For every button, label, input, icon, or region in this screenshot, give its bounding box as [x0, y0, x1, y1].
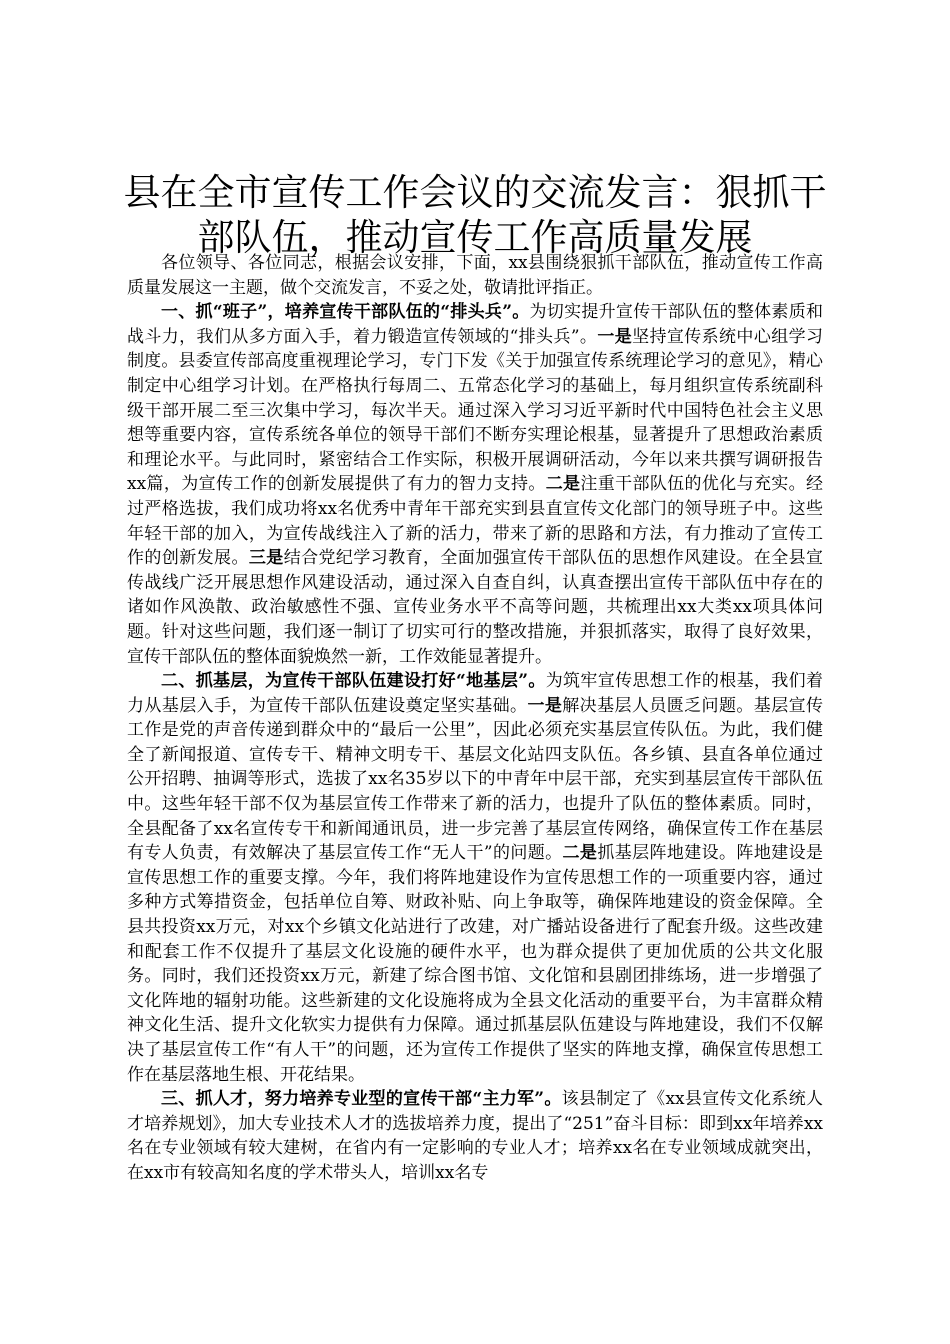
section-2-heading: 二、抓基层，为宣传干部队伍建设打好“地基层”。: [161, 671, 546, 692]
section-3-heading: 三、抓人才，努力培养专业型的宣传干部“主力军”。: [161, 1089, 562, 1110]
section-1-text: 为切实提升宣传干部队伍的整体素质和战斗力，我们从多方面入手，着力锻造宣传领域的“排头兵”。: [127, 302, 823, 347]
section-2-text: 抓基层阵地建设。阵地建设是宣传思想工作的重要支撑。今年，我们将阵地建设作为宣传思想工作的一项重要内容，通过多种方式筹措资金，包括单位自筹、财政补贴、向上争取等，确保阵地建设的资金保障。全县共投资xx万元，对xx个乡镇文化站进行了改建，对广播站设备进行了配套升级。这些改建和配套工作不仅提升了基层文化设施的硬件水平，也为群众提供了更加优质的公共文化服务。同时，我们还投资xx万元，新建了综合图书馆、文化馆和县剧团排练场，进一步增强了文化阵地的辐射功能。这些新建的文化设施将成为全县文化活动的重要平台，为丰富群众精神文化生活、提升文化软实力提供有力保障。通过抓基层队伍建设与阵地建设，我们不仅解决了基层宣传工作“有人干”的问题，还为宣传工作提供了坚实的阵地支撑，确保宣传思想工作在基层落地生根、开花结果。: [127, 843, 823, 1085]
document-title: 县在全市宣传工作会议的交流发言：狠抓干部队伍，推动宣传工作高质量发展: [123, 171, 827, 259]
section-1-keyword-1: 一是: [597, 326, 633, 347]
section-2-paragraph: [127, 669, 823, 1087]
section-1-text: 结合党纪学习教育，全面加强宣传干部队伍的思想作风建设。在全县宣传战线广泛开展思想作风建设活动，通过深入自查自纠，认真查摆出宣传干部队伍中存在的诸如作风涣散、政治敏感性不强、宣传业务水平不高等问题，共梳理出xx大类xx项具体问题。针对这些问题，我们逐一制订了切实可行的整改措施，并狠抓落实，取得了良好效果，宣传干部队伍的整体面貌焕然一新，工作效能显著提升。: [127, 548, 824, 667]
section-3-text: 该县制定了《xx县宣传文化系统人才培养规划》，加大专业技术人才的选拔培养力度，提出了“251”奋斗目标：即到xx年培养xx名在专业领域有较大建树，在省内有一定影响的专业人才；培养xx名在专业领域成就突出，在xx市有较高知名度的学术带头人，培训xx名专: [127, 1089, 823, 1183]
section-2-text: 为筑牢宣传思想工作的根基，我们着力从基层入手，为宣传干部队伍建设奠定坚实基础。: [127, 671, 824, 716]
section-3-paragraph: [127, 1087, 823, 1185]
section-1-text: 坚持宣传系统中心组学习制度。县委宣传部高度重视理论学习，专门下发《关于加强宣传系统理论学习的意见》，精心制定中心组学习计划。在严格执行每周二、五常态化学习的基础上，每月组织宣传系统副科级干部开展二至三次集中学习，每次半天。通过深入学习习近平新时代中国特色社会主义思想等重要内容，宣传系统各单位的领导干部们不断夯实理论根基，显著提升了思想政治素质和理论水平。与此同时，紧密结合工作实际，积极开展调研活动，今年以来共撰写调研报告xx篇，为宣传工作的创新发展提供了有力的智力支持。: [127, 326, 823, 495]
section-2-keyword-2: 二是: [562, 843, 598, 864]
section-2-keyword-1: 一是: [527, 695, 563, 716]
section-1-heading: 一、抓“班子”，培养宣传干部队伍的“排头兵”。: [161, 302, 530, 323]
section-1-text: 注重干部队伍的优化与充实。经过严格选拔，我们成功将xx名优秀中青年干部充实到县直宣传文化部门的领导班子中。这些年轻干部的加入，为宣传战线注入了新的活力，带来了新的思路和方法，有力推动了宣传工作的创新发展。: [127, 474, 824, 569]
section-2-text: 解决基层人员匮乏问题。基层宣传工作是党的声音传递到群众中的“最后一公里”，因此必须充实基层宣传队伍。为此，我们健全了新闻报道、宣传专干、精神文明专干、基层文化站四支队伍。各乡镇、县直各单位通过公开招聘、抽调等形式，选拔了xx名35岁以下的中青年中层干部，充实到基层宣传干部队伍中。这些年轻干部不仅为基层宣传工作带来了新的活力，也提升了队伍的整体素质。同时，全县配备了xx名宣传专干和新闻通讯员，进一步完善了基层宣传网络，确保宣传工作在基层有专人负责，有效解决了基层宣传工作“无人干”的问题。: [127, 695, 824, 864]
section-1-keyword-3: 三是: [248, 548, 284, 569]
intro-paragraph: 各位领导、各位同志，根据会议安排，下面，xx县围绕狠抓干部队伍，推动宣传工作高质量发展这一主题，做个交流发言，不妥之处，敬请批评指正。: [127, 253, 823, 298]
document-body: [127, 251, 823, 1186]
section-1-paragraph: [127, 300, 823, 669]
section-1-keyword-2: 二是: [545, 474, 581, 495]
